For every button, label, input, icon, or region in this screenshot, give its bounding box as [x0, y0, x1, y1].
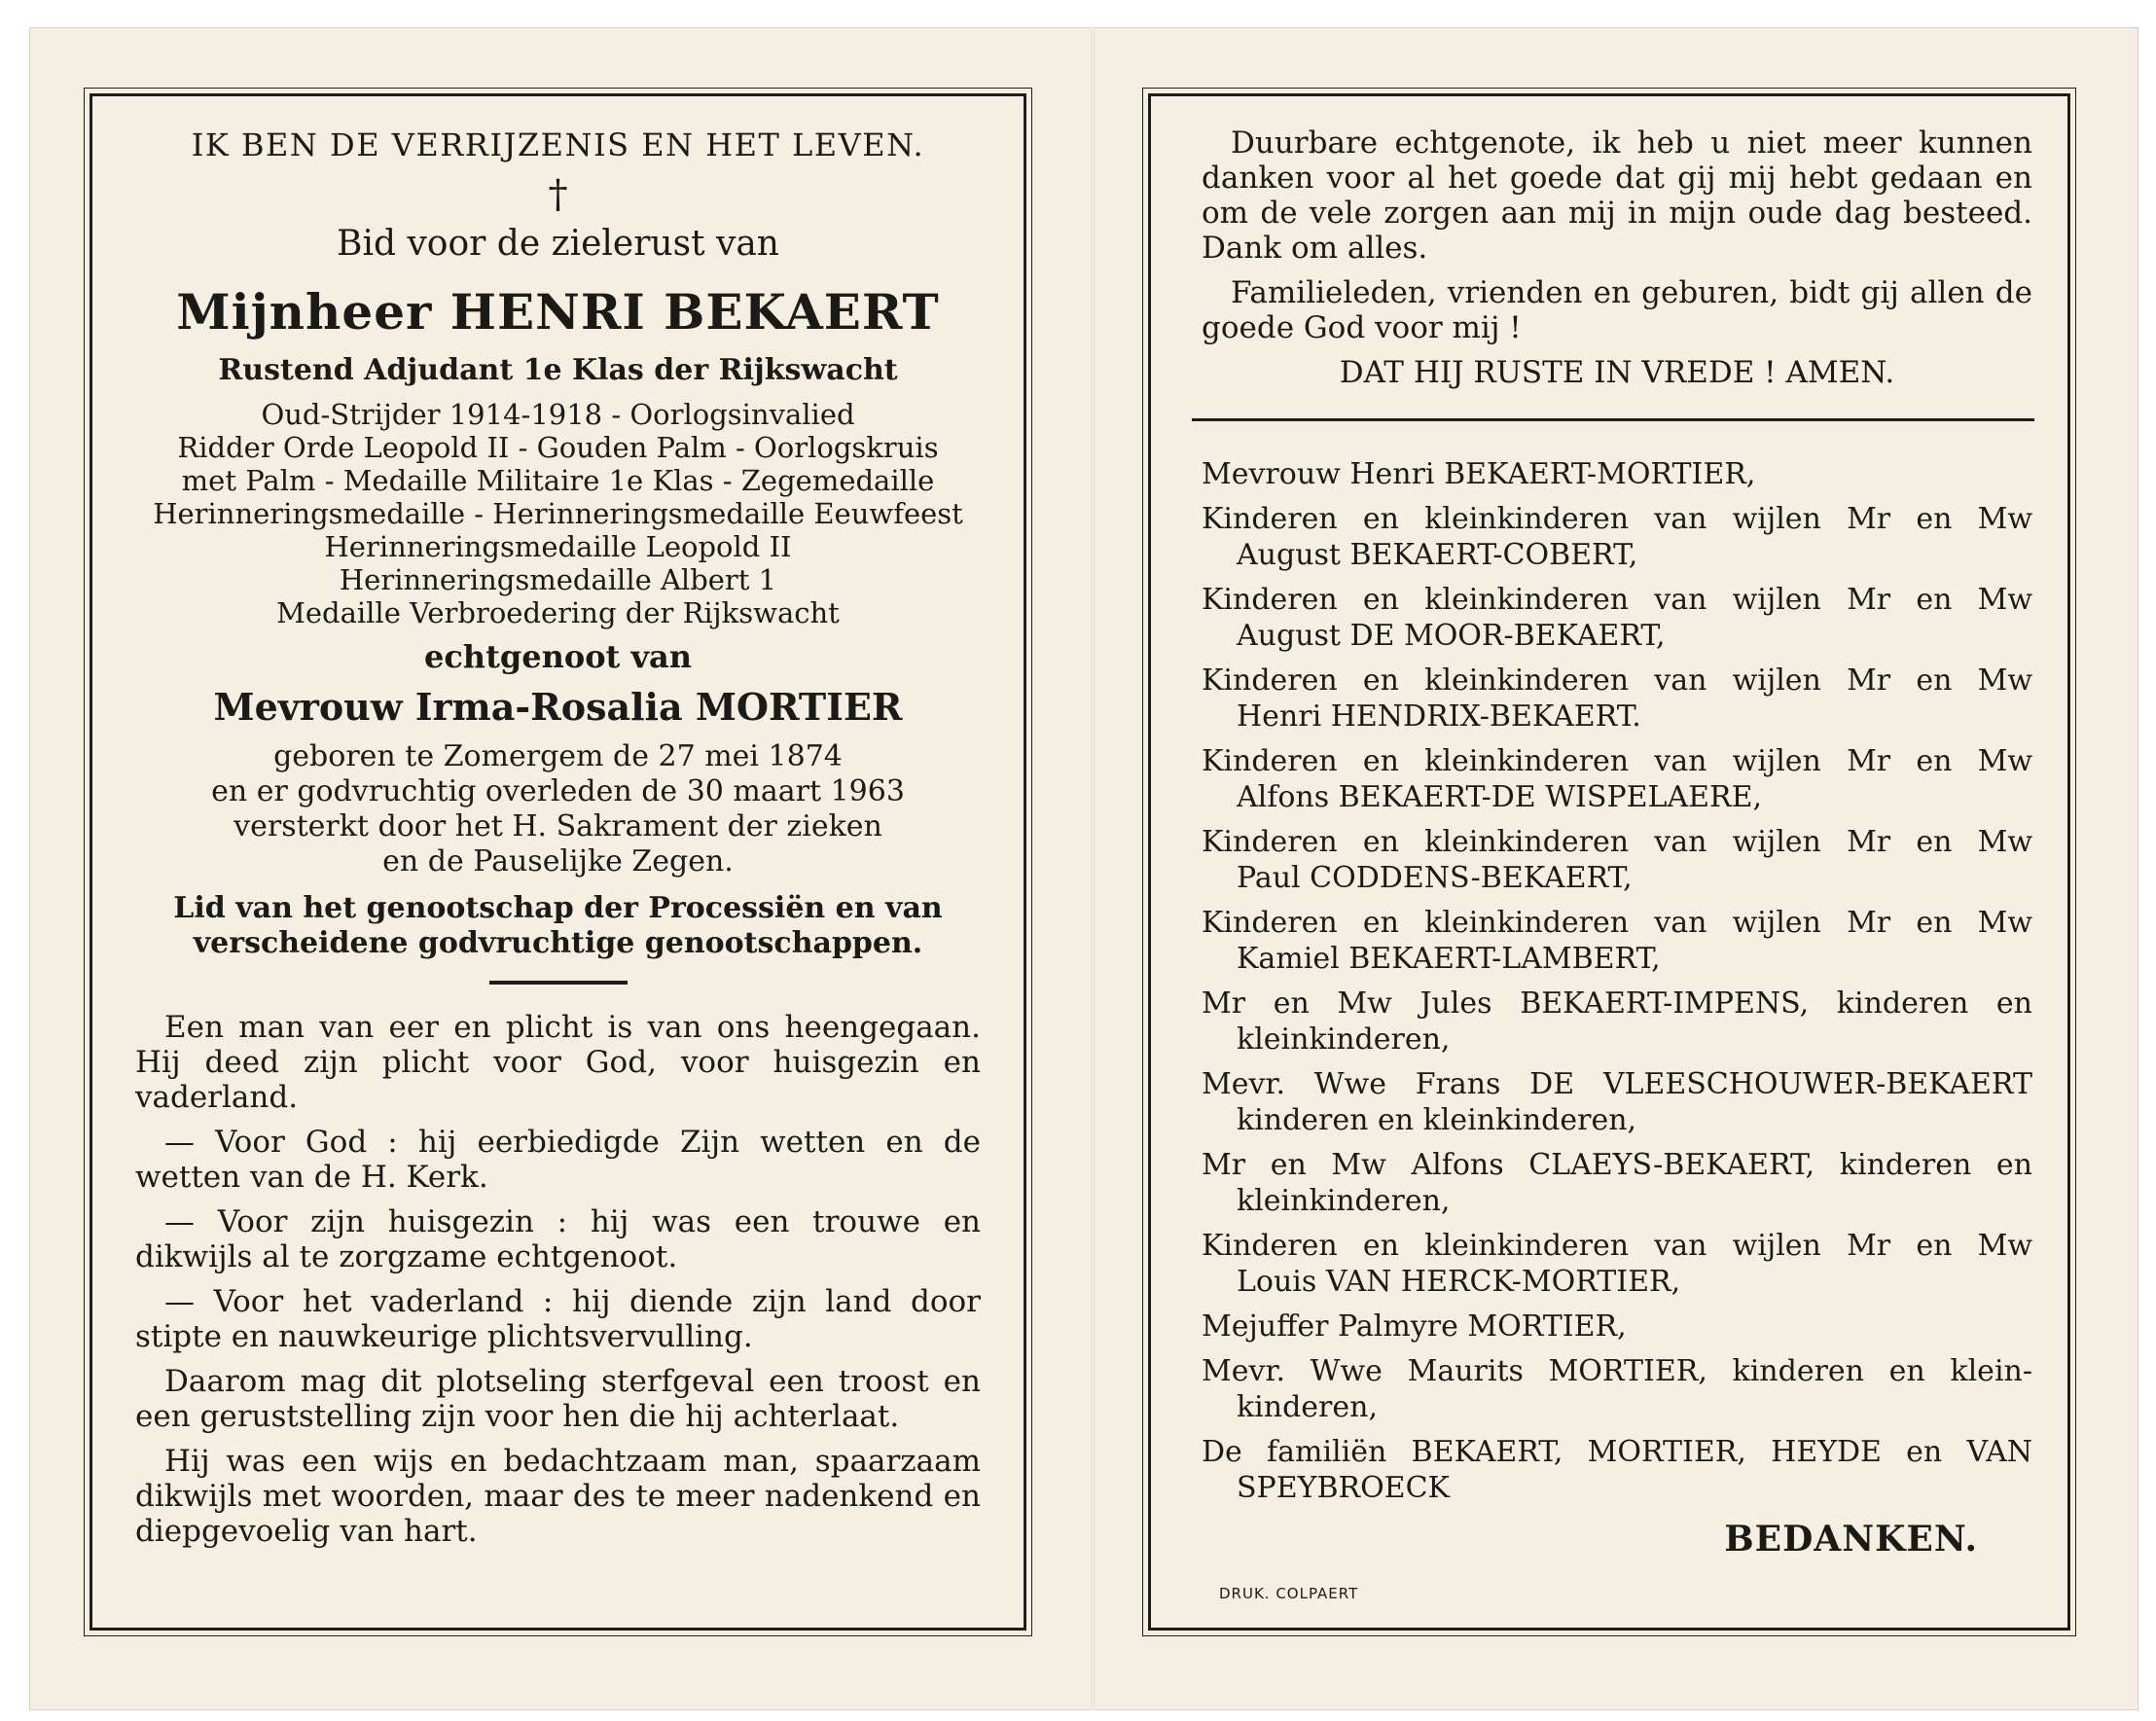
date-line: geboren te Zomergem de 27 mei 1874 [273, 739, 843, 773]
printer-credit: DRUK. COLPAERT [1219, 1585, 1359, 1602]
honor-line: Herinneringsmedaille Albert 1 [339, 563, 777, 596]
honor-line: met Palm - Medaille Militaire 1e Klas - Zegemedaille [181, 464, 935, 497]
family-entry [1202, 663, 2032, 735]
family-line: Mejuffer Palmyre MORTIER, [1202, 1309, 1627, 1344]
date-line: en de Pauselijke Zegen. [382, 844, 734, 878]
eulogy-paragraph: — Voor God : hij eerbiedigde Zijn wetten en de wetten van de H. Kerk. [135, 1125, 981, 1195]
family-line: kinderen, [1237, 1390, 1379, 1424]
membership [135, 891, 981, 961]
farewell-paragraph: Familieleden, vrienden en geburen, bidt gij allen de goede God voor mij ! [1202, 275, 2032, 345]
family-entry [1202, 986, 2032, 1058]
card-fold [1091, 27, 1095, 1710]
family-line: Paul CODDENS-BEKAERT, [1237, 861, 1633, 895]
eulogy-paragraph: — Voor zijn huisgezin : hij was een trouwe en dikwijls al te zorgzame echtgenoot. [135, 1204, 981, 1274]
eulogy-paragraph: Hij was een wijs en bedachtzaam man, spaarzaam dikwijls met woorden, maar des te meer nadenkend en diepgevoelig van hart. [135, 1444, 981, 1549]
spouse-name: Mevrouw Irma-Rosalia MORTIER [213, 685, 903, 729]
family-line: Kinderen en kleinkinderen van wijlen Mr en Mw [1202, 663, 2032, 698]
family-entry [1202, 1353, 2032, 1425]
family-entry [1202, 1309, 2032, 1345]
family-line: kleinkinderen, [1237, 1184, 1451, 1218]
signoff: BEDANKEN. [1724, 1519, 1978, 1560]
honor-line: Oud-Strijder 1914-1918 - Oorlogsinvalied [261, 398, 855, 431]
honor-line: Ridder Orde Leopold II - Gouden Palm - Oorlogskruis [177, 431, 939, 464]
spouse-label: echtgenoot van [423, 638, 693, 675]
family-line: Mevrouw Henri BEKAERT-MORTIER, [1202, 457, 1756, 491]
family-line: Henri HENDRIX-BEKAERT. [1237, 699, 1641, 734]
family-line: Kinderen en kleinkinderen van wijlen Mr en Mw [1202, 744, 2032, 778]
family-entry [1202, 1147, 2032, 1219]
honor-line: Herinneringsmedaille - Herinneringsmedaille Eeuwfeest [153, 497, 963, 530]
membership-line: Lid van het genootschap der Processiën en van [173, 891, 943, 925]
family-entry [1202, 1066, 2032, 1138]
family-line: August BEKAERT-COBERT, [1237, 538, 1638, 572]
family-entry [1202, 1228, 2032, 1300]
deceased-name: Mijnheer HENRI BEKAERT [176, 283, 940, 341]
family-line: Mevr. Wwe Frans DE VLEESCHOUWER-BEKAERT [1202, 1067, 2032, 1101]
family-line: kleinkinderen, [1237, 1022, 1451, 1057]
membership-line: verscheidene godvruchtige genootschappen. [193, 926, 923, 960]
family-line: August DE MOOR-BEKAERT, [1237, 619, 1666, 653]
family-entry [1202, 905, 2032, 977]
honor-line: Medaille Verbroedering der Rijkswacht [276, 596, 840, 629]
family-line: Kamiel BEKAERT-LAMBERT, [1237, 942, 1661, 976]
family-line: Mr en Mw Jules BEKAERT-IMPENS, kinderen en [1202, 986, 2032, 1021]
left-panel [90, 93, 1026, 1631]
family-line: Alfons BEKAERT-DE WISPELAERE, [1237, 780, 1763, 814]
family-line: Kinderen en kleinkinderen van wijlen Mr en Mw [1202, 1229, 2032, 1263]
family-line: kinderen en kleinkinderen, [1237, 1103, 1637, 1137]
family-line: Kinderen en kleinkinderen van wijlen Mr en Mw [1202, 583, 2032, 617]
family-entry [1202, 456, 2032, 492]
family-line: Mevr. Wwe Maurits MORTIER, kinderen en klein- [1202, 1354, 2032, 1388]
prayer-intro: Bid voor de zielerust van [337, 224, 779, 264]
eulogy-paragraph: Daarom mag dit plotseling sterfgeval een troost en een geruststelling zijn voor hen die hij achterlaat. [135, 1364, 981, 1434]
family-line: Kinderen en kleinkinderen van wijlen Mr en Mw [1202, 502, 2032, 536]
eulogy-paragraph: — Voor het vaderland : hij diende zijn land door stipte en nauwkeurige plichtsvervulling. [135, 1284, 981, 1354]
right-panel [1148, 93, 2070, 1631]
family-line: Kinderen en kleinkinderen van wijlen Mr en Mw [1202, 825, 2032, 859]
closing-prayer: DAT HIJ RUSTE IN VREDE ! AMEN. [1339, 355, 1895, 390]
date-line: versterkt door het H. Sakrament der zieken [234, 809, 882, 843]
life-dates [135, 739, 981, 879]
family-entry [1202, 824, 2032, 896]
honor-line: Herinneringsmedaille Leopold II [324, 530, 792, 563]
family-line: De familiën BEKAERT, MORTIER, HEYDE en VAN [1202, 1435, 2032, 1469]
family-line: Mr en Mw Alfons CLAEYS-BEKAERT, kinderen en [1202, 1148, 2032, 1182]
family-entry [1202, 582, 2032, 654]
family-line: SPEYBROECK [1237, 1471, 1450, 1505]
family-entry [1202, 501, 2032, 573]
family-list [1202, 456, 2032, 1506]
motto: IK BEN DE VERRIJZENIS EN HET LEVEN. [191, 126, 925, 163]
family-line: Louis VAN HERCK-MORTIER, [1237, 1265, 1681, 1299]
divider [489, 981, 628, 985]
date-line: en er godvruchtig overleden de 30 maart 1963 [211, 774, 905, 808]
divider [1192, 418, 2034, 421]
family-entry [1202, 743, 2032, 815]
deceased-rank: Rustend Adjudant 1e Klas der Rijkswacht [218, 353, 898, 387]
eulogy-paragraph: Een man van eer en plicht is van ons heengegaan. Hij deed zijn plicht voor God, voor huisgezin en vaderland. [135, 1010, 981, 1115]
farewell-paragraph: Duurbare echtgenote, ik heb u niet meer kunnen danken voor al het goede dat gij mij hebt gedaan en om de vele zorgen aan mij in mijn oude dag besteed. Dank om alles. [1202, 125, 2032, 266]
family-line: Kinderen en kleinkinderen van wijlen Mr en Mw [1202, 906, 2032, 940]
family-entry [1202, 1434, 2032, 1506]
cross-icon: † [548, 172, 568, 217]
